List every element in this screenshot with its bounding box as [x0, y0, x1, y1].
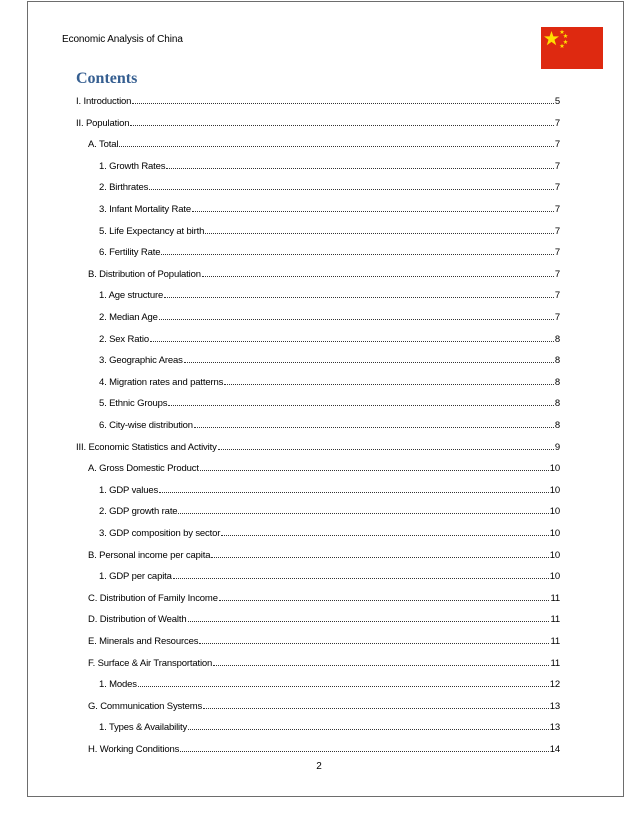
toc-entry-label: II. Population — [76, 117, 130, 129]
toc-entry-page: 7 — [554, 290, 560, 302]
toc-leader-dots — [130, 117, 554, 126]
toc-entry-label: F. Surface & Air Transportation — [88, 657, 213, 669]
toc-entry-page: 8 — [554, 376, 560, 388]
toc-entry[interactable] — [99, 203, 560, 217]
toc-entry-label: H. Working Conditions — [88, 744, 180, 755]
toc-leader-dots — [200, 462, 549, 471]
toc-leader-dots — [188, 613, 550, 622]
toc-entry-label: B. Distribution of Population — [88, 268, 201, 280]
toc-entry[interactable] — [99, 181, 560, 195]
toc-leader-dots — [166, 160, 553, 169]
toc-entry-label: 5. Life Expectancy at birth — [99, 225, 205, 237]
toc-entry[interactable] — [99, 505, 560, 519]
toc-entry-label: 1. GDP per capita — [99, 571, 172, 583]
toc-leader-dots — [184, 354, 554, 363]
toc-entry-page: 7 — [554, 204, 560, 215]
toc-entry-page: 11 — [550, 657, 560, 669]
toc-entry[interactable] — [99, 397, 560, 411]
toc-entry[interactable] — [99, 225, 560, 239]
contents-heading: Contents — [76, 70, 138, 87]
toc-entry[interactable] — [99, 376, 560, 390]
toc-entry-page: 11 — [550, 592, 560, 604]
toc-entry-page: 14 — [549, 744, 560, 755]
toc-leader-dots — [178, 505, 548, 514]
toc-leader-dots — [180, 743, 549, 752]
toc-entry-label: B. Personal income per capita — [88, 549, 211, 561]
toc-entry-label: 2. Sex Ratio — [99, 333, 149, 345]
toc-entry-page: 9 — [554, 441, 560, 453]
toc-entry-page: 7 — [554, 225, 560, 237]
toc-entry-label: E. Minerals and Resources — [88, 636, 199, 647]
toc-entry-label: 3. Geographic Areas — [99, 355, 183, 367]
toc-entry[interactable] — [88, 635, 560, 649]
toc-entry-page: 8 — [554, 420, 560, 431]
toc-leader-dots — [203, 700, 549, 709]
toc-leader-dots — [159, 311, 554, 320]
toc-entry[interactable] — [99, 289, 560, 303]
toc-entry-label: 1. Age structure — [99, 290, 164, 302]
toc-entry[interactable] — [99, 570, 560, 584]
toc-leader-dots — [194, 419, 554, 428]
toc-entry-page: 10 — [549, 549, 560, 561]
toc-entry[interactable] — [99, 160, 560, 174]
toc-entry-page: 7 — [554, 247, 560, 259]
toc-entry[interactable] — [99, 311, 560, 325]
toc-entry-page: 8 — [554, 398, 560, 410]
toc-leader-dots — [199, 635, 549, 644]
toc-entry[interactable] — [76, 441, 560, 455]
toc-entry[interactable] — [88, 657, 560, 671]
toc-entry-page: 10 — [549, 506, 560, 518]
toc-entry-page: 11 — [550, 636, 560, 647]
toc-leader-dots — [168, 397, 554, 406]
toc-entry-page: 7 — [554, 139, 560, 151]
toc-entry-page: 5 — [554, 96, 560, 107]
toc-leader-dots — [205, 225, 554, 234]
toc-leader-dots — [164, 289, 554, 298]
toc-entry-page: 7 — [554, 160, 560, 172]
toc-entry-page: 10 — [549, 571, 560, 583]
toc-entry[interactable] — [99, 419, 560, 433]
toc-entry-label: C. Distribution of Family Income — [88, 592, 218, 604]
running-header: Economic Analysis of China — [62, 34, 183, 45]
toc-leader-dots — [159, 484, 549, 493]
toc-entry[interactable] — [99, 246, 560, 260]
toc-entry-page: 12 — [549, 679, 560, 691]
toc-entry-label: 6. Fertility Rate — [99, 247, 161, 259]
toc-entry-label: 6. City-wise distribution — [99, 420, 193, 431]
toc-entry[interactable] — [76, 95, 560, 109]
toc-entry-page: 13 — [549, 722, 560, 734]
toc-leader-dots — [213, 657, 549, 666]
toc-leader-dots — [202, 268, 554, 277]
toc-entry[interactable] — [99, 527, 560, 541]
toc-entry-page: 7 — [554, 182, 560, 194]
toc-entry-page: 7 — [554, 268, 560, 280]
toc-entry[interactable] — [88, 462, 560, 476]
toc-entry[interactable] — [99, 354, 560, 368]
toc-leader-dots — [221, 527, 548, 536]
toc-leader-dots — [188, 721, 549, 730]
toc-entry[interactable] — [99, 333, 560, 347]
toc-entry-label: 1. Growth Rates — [99, 160, 166, 172]
toc-entry-label: 5. Ethnic Groups — [99, 398, 168, 410]
toc-entry[interactable] — [88, 613, 560, 627]
toc-entry-page: 7 — [554, 117, 560, 129]
toc-entry[interactable] — [88, 549, 560, 563]
toc-entry[interactable] — [88, 743, 560, 757]
toc-entry[interactable] — [88, 138, 560, 152]
toc-entry[interactable] — [76, 117, 560, 131]
toc-entry-label: 2. Birthrates — [99, 182, 149, 194]
toc-entry[interactable] — [88, 700, 560, 714]
toc-entry-label: A. Total — [88, 139, 119, 151]
toc-entry-label: I. Introduction — [76, 96, 132, 107]
toc-leader-dots — [211, 549, 548, 558]
toc-entry-page: 10 — [549, 463, 560, 475]
page-number: 2 — [316, 761, 322, 772]
toc-entry-page: 10 — [549, 484, 560, 496]
toc-leader-dots — [218, 441, 554, 450]
toc-entry-label: 1. Modes — [99, 679, 137, 691]
toc-entry[interactable] — [88, 592, 560, 606]
toc-entry[interactable] — [99, 678, 560, 692]
toc-entry-label: 1. GDP values — [99, 484, 159, 496]
toc-entry-label: 2. Median Age — [99, 312, 158, 323]
toc-entry-label: A. Gross Domestic Product — [88, 463, 199, 475]
toc-entry-label: 2. GDP growth rate — [99, 506, 178, 518]
toc-entry-label: III. Economic Statistics and Activity — [76, 441, 217, 453]
toc-entry-page: 13 — [549, 700, 560, 712]
toc-entry-label: G. Communication Systems — [88, 700, 203, 712]
toc-entry-label: 1. Types & Availability — [99, 722, 188, 734]
toc-leader-dots — [149, 181, 554, 190]
toc-leader-dots — [161, 246, 554, 255]
toc-entry-page: 8 — [554, 333, 560, 345]
toc-entry-label: 3. Infant Mortality Rate — [99, 204, 191, 215]
toc-entry-label: D. Distribution of Wealth — [88, 614, 187, 626]
toc-leader-dots — [219, 592, 550, 601]
toc-entry[interactable] — [88, 268, 560, 282]
toc-entry-label: 4. Migration rates and patterns — [99, 376, 224, 388]
toc-entry-page: 11 — [550, 614, 560, 626]
toc-leader-dots — [119, 138, 554, 147]
toc-entry-label: 3. GDP composition by sector — [99, 528, 221, 539]
toc-leader-dots — [224, 376, 554, 385]
toc-leader-dots — [150, 333, 554, 342]
toc-leader-dots — [138, 678, 549, 687]
toc-entry-page: 8 — [554, 355, 560, 367]
toc-entry[interactable] — [99, 484, 560, 498]
toc-entry-page: 10 — [549, 528, 560, 539]
toc-leader-dots — [192, 203, 554, 212]
toc-leader-dots — [173, 570, 549, 579]
toc-entry[interactable] — [99, 721, 560, 735]
toc-entry-page: 7 — [554, 312, 560, 323]
toc-leader-dots — [132, 95, 554, 104]
